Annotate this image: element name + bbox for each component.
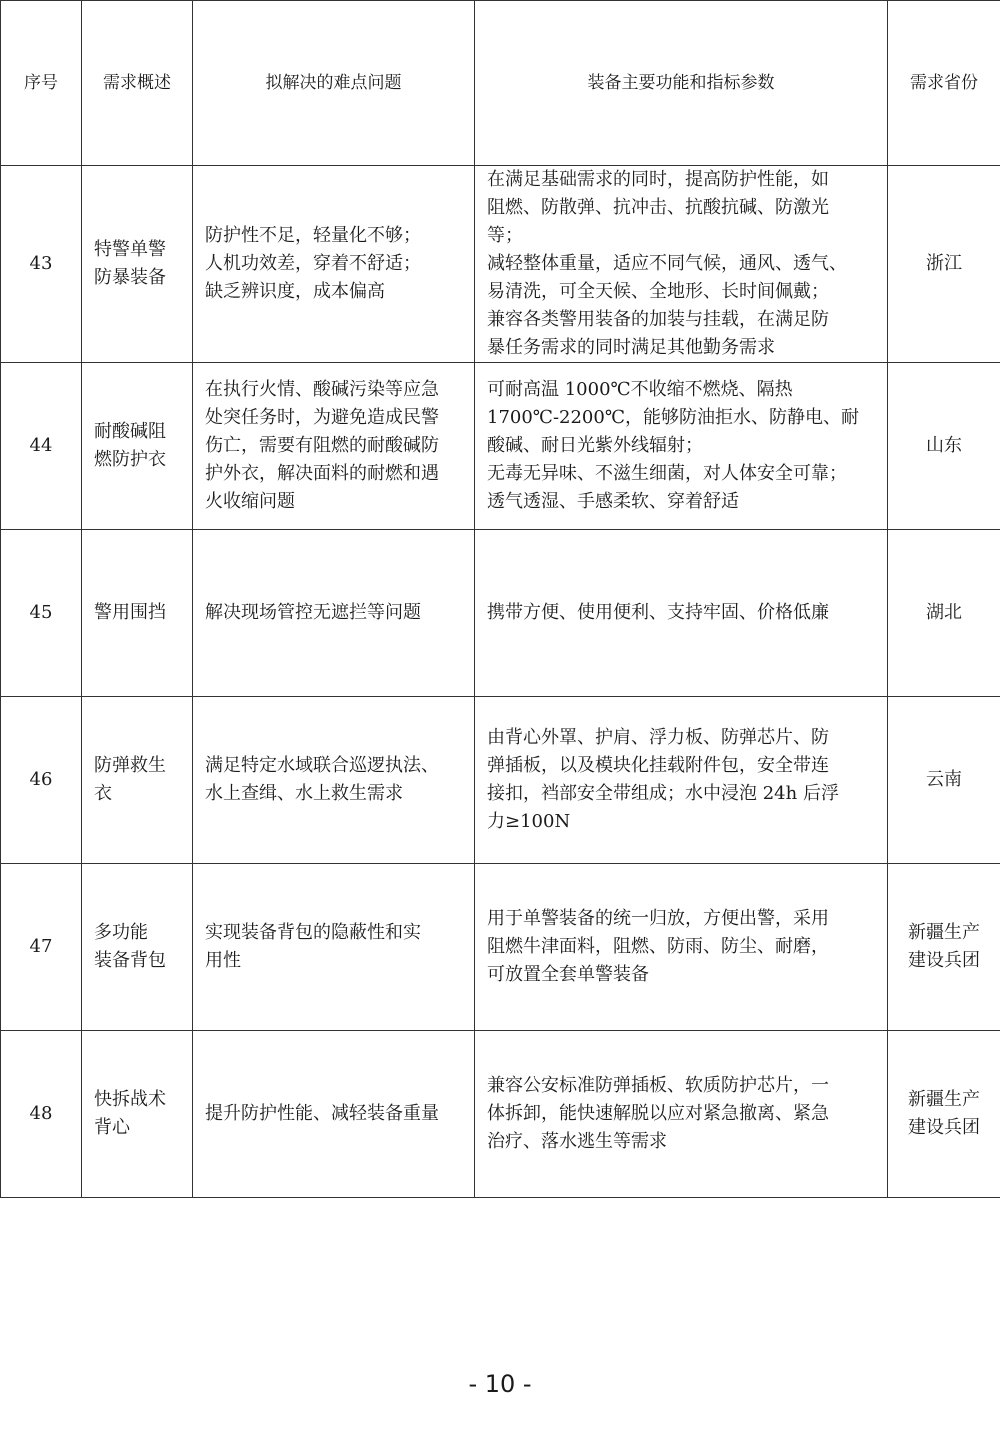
row-spec: 用于单警装备的统一归放，方便出警，采用 阻燃牛津面料，阻燃、防雨、防尘、耐磨， 可放置全套单警装备 <box>475 864 888 1031</box>
row-province: 浙江 <box>888 166 1000 363</box>
table-row <box>1 1031 1000 1198</box>
row-number: 43 <box>1 166 82 363</box>
header-summary: 需求概述 <box>82 1 193 166</box>
row-number: 44 <box>1 363 82 530</box>
row-province: 湖北 <box>888 530 1000 697</box>
header-province: 需求省份 <box>888 1 1000 166</box>
row-summary: 特警单警 防暴装备 <box>82 166 193 363</box>
row-spec: 在满足基础需求的同时，提高防护性能，如 阻燃、防散弹、抗冲击、抗酸抗碱、防激光 等； 减轻整体重量，适应不同气候，通风、透气、 易清洗，可全天候、全地形、长时间佩戴； 兼容各类警用装备的加装与挂载，在满足防 暴任务需求的同时满足其他勤务需求 <box>475 166 888 363</box>
row-number: 48 <box>1 1031 82 1198</box>
row-spec: 可耐高温 1000℃不收缩不燃烧、隔热 1700℃-2200℃，能够防油拒水、防静电、耐 酸碱、耐日光紫外线辐射； 无毒无异味、不滋生细菌，对人体安全可靠； 透气透湿、手感柔软、穿着舒适 <box>475 363 888 530</box>
row-number: 47 <box>1 864 82 1031</box>
table-header-row <box>1 1 1000 166</box>
row-province: 新疆生产 建设兵团 <box>888 1031 1000 1198</box>
row-difficulty: 满足特定水域联合巡逻执法、 水上查缉、水上救生需求 <box>193 697 475 864</box>
row-difficulty: 提升防护性能、减轻装备重量 <box>193 1031 475 1198</box>
row-summary: 警用围挡 <box>82 530 193 697</box>
table-row <box>1 166 1000 363</box>
row-difficulty: 防护性不足，轻量化不够； 人机功效差，穿着不舒适； 缺乏辨识度，成本偏高 <box>193 166 475 363</box>
row-number: 45 <box>1 530 82 697</box>
row-summary: 快拆战术 背心 <box>82 1031 193 1198</box>
table-row <box>1 530 1000 697</box>
row-difficulty: 实现装备背包的隐蔽性和实 用性 <box>193 864 475 1031</box>
row-difficulty: 在执行火情、酸碱污染等应急 处突任务时，为避免造成民警 伤亡，需要有阻燃的耐酸碱防 护外衣，解决面料的耐燃和遇 火收缩问题 <box>193 363 475 530</box>
row-summary: 多功能 装备背包 <box>82 864 193 1031</box>
header-serial-number: 序号 <box>1 1 82 166</box>
page-number: - 10 - <box>468 1370 532 1398</box>
table-row <box>1 864 1000 1031</box>
row-province: 云南 <box>888 697 1000 864</box>
row-province: 新疆生产 建设兵团 <box>888 864 1000 1031</box>
row-summary: 耐酸碱阻 燃防护衣 <box>82 363 193 530</box>
row-number: 46 <box>1 697 82 864</box>
row-province: 山东 <box>888 363 1000 530</box>
row-summary: 防弹救生 衣 <box>82 697 193 864</box>
row-spec: 携带方便、使用便利、支持牢固、价格低廉 <box>475 530 888 697</box>
header-spec: 装备主要功能和指标参数 <box>475 1 888 166</box>
table-row <box>1 697 1000 864</box>
row-difficulty: 解决现场管控无遮拦等问题 <box>193 530 475 697</box>
row-spec: 由背心外罩、护肩、浮力板、防弹芯片、防 弹插板，以及模块化挂载附件包，安全带连 接扣，裆部安全带组成；水中浸泡 24h 后浮 力≥100N <box>475 697 888 864</box>
table-row <box>1 363 1000 530</box>
header-difficulty: 拟解决的难点问题 <box>193 1 475 166</box>
row-spec: 兼容公安标准防弹插板、软质防护芯片，一 体拆卸，能快速解脱以应对紧急撤离、紧急 治疗、落水逃生等需求 <box>475 1031 888 1198</box>
